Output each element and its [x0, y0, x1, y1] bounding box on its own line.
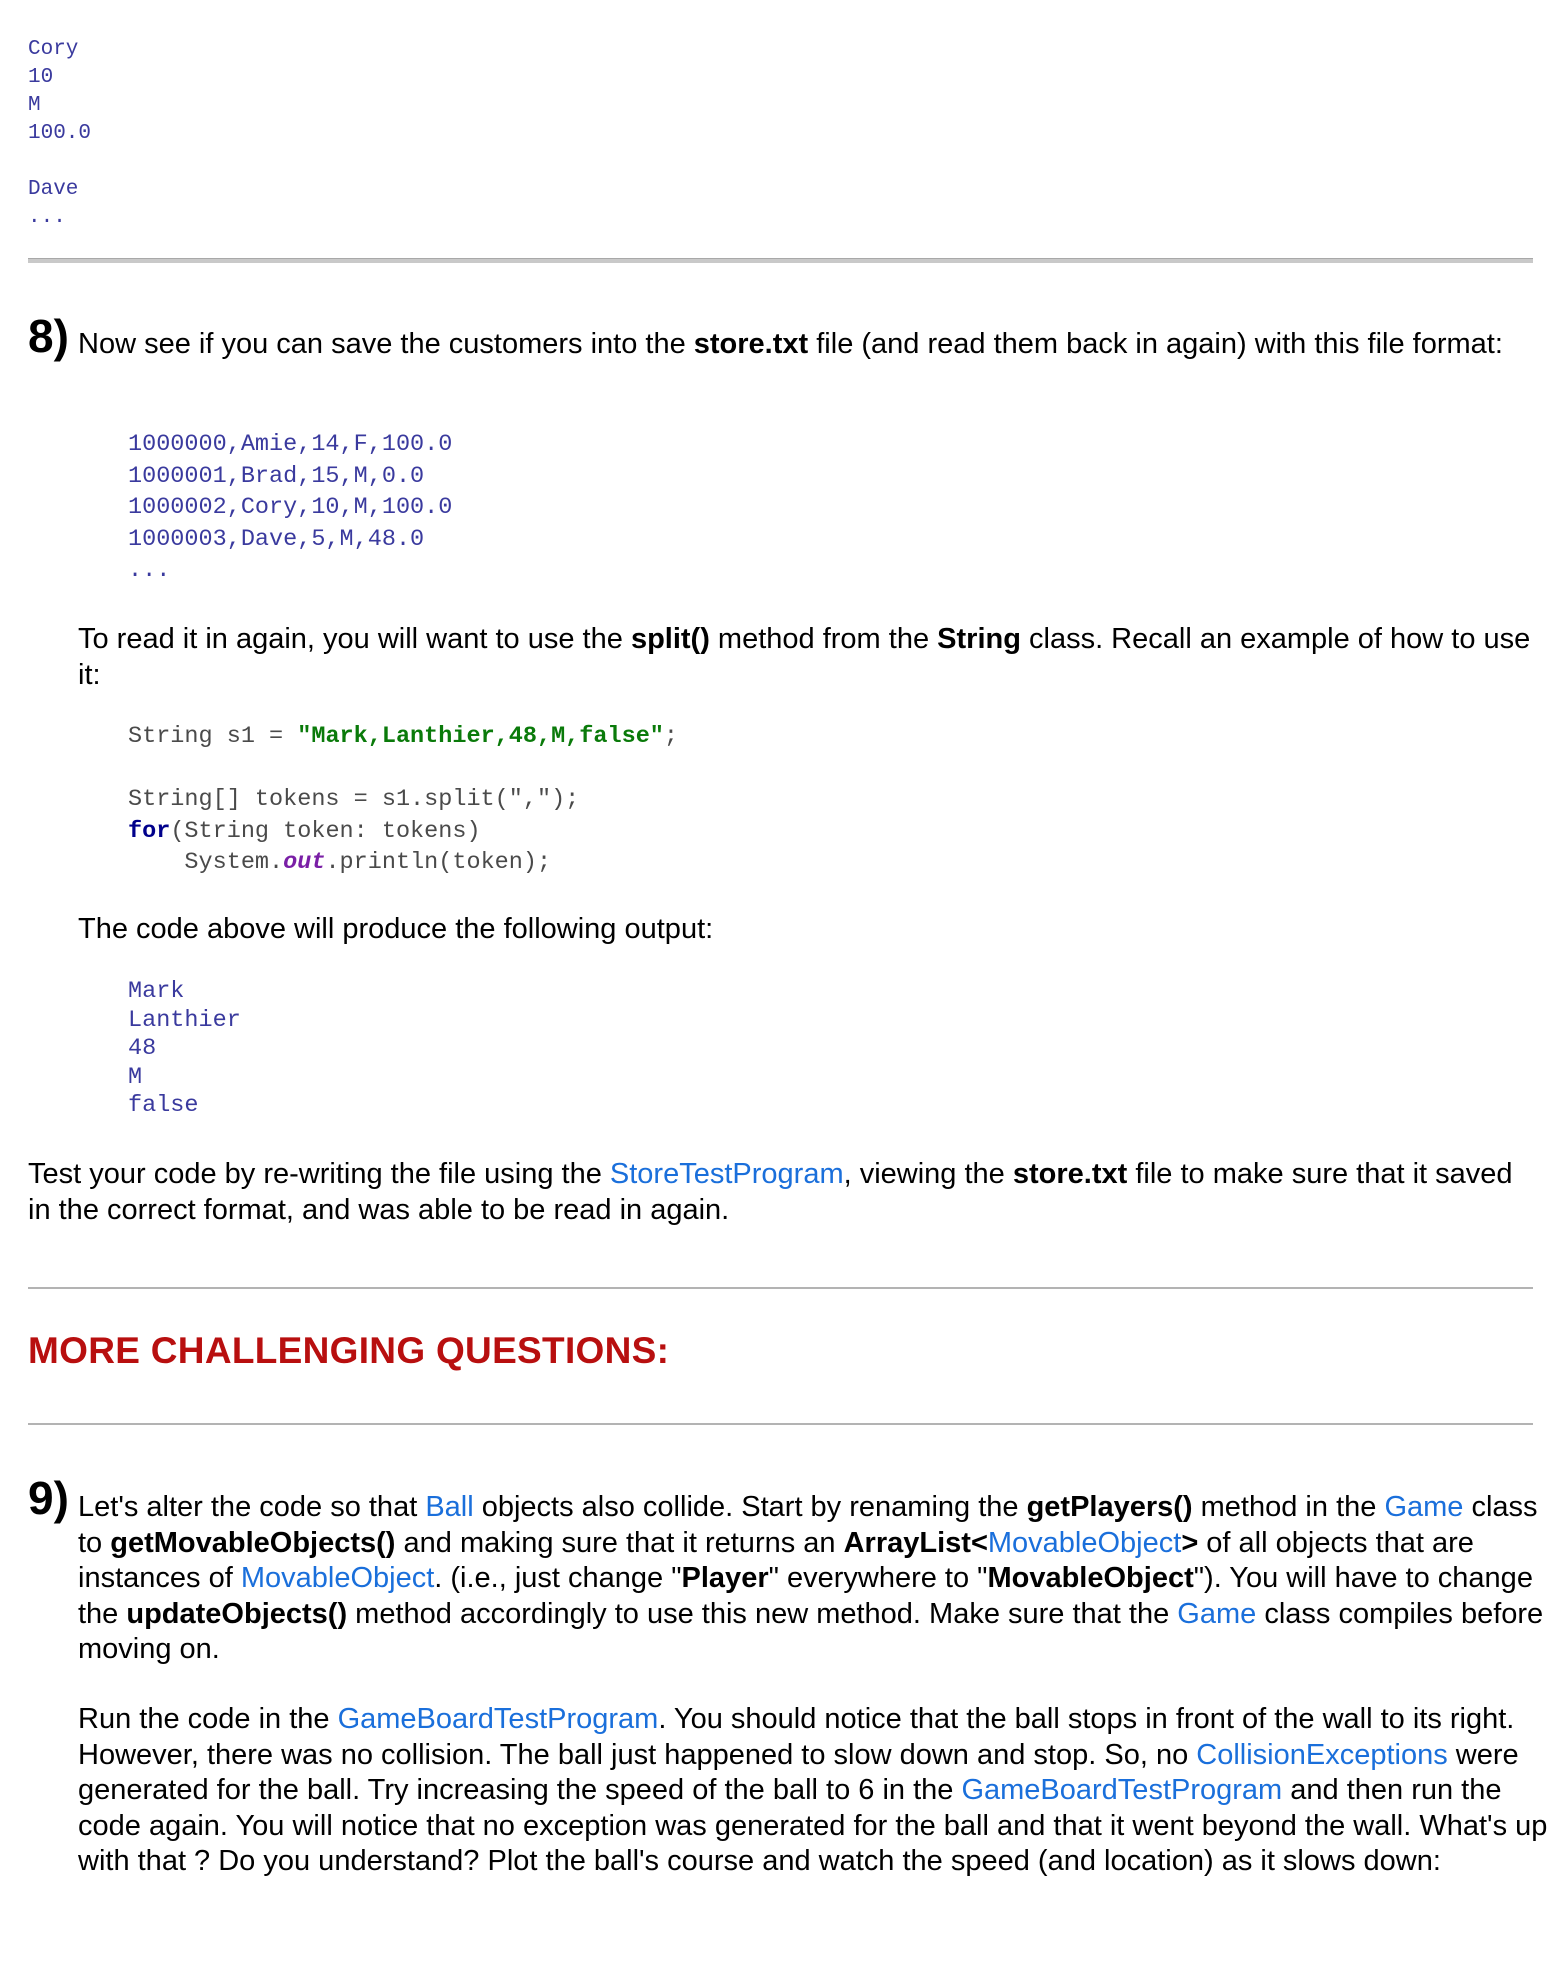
code-line: M: [28, 94, 41, 117]
code-line: [128, 753, 678, 785]
code-line: false: [128, 1092, 199, 1119]
code-line: 1000002,Cory,10,M,100.0: [128, 494, 453, 521]
output-intro: The code above will produce the following output:: [78, 913, 714, 945]
code-line: Mark: [128, 978, 185, 1005]
code-line: 100.0: [28, 122, 92, 145]
divider: [28, 1287, 1533, 1289]
code-line: ...: [28, 206, 66, 229]
output-code: [128, 978, 241, 1121]
code-line: 1000001,Brad,15,M,0.0: [128, 462, 425, 490]
question-9-para-1: Let's alter the code so that Ball objects also collide. Start by renaming the getPlayers() method in the Game class to getMovableObjects() and making sure that it returns an ArrayList<MovableObject> of all objects that are instances of MovableObject. (i.e., just change "Player" everywhere to "MovableObject"). You will have to change the updateObjects() method accordingly to use this new method. Make sure that the Game class compiles before moving on.: [78, 1491, 1544, 1665]
test-instructions: Test your code by re-writing the file using the StoreTestProgram, viewing the store.txt file to make sure that it saved in the correct format, and was able to be read in again.: [28, 1158, 1513, 1226]
split-example-code: [128, 721, 678, 879]
code-line: for(String token: tokens): [128, 817, 481, 845]
code-line: [28, 148, 91, 176]
top-code-block: [28, 36, 91, 232]
code-line: 1000000,Amie,14,F,100.0: [128, 431, 453, 458]
code-line: 48: [128, 1035, 157, 1062]
section-heading: MORE CHALLENGING QUESTIONS:: [28, 1330, 670, 1371]
question-9-para-2: Run the code in the GameBoardTestProgram. You should notice that the ball stops in front of the wall to its right. However, there was no collision. The ball just happened to slow down and stop. So, no CollisionExceptions were generated for the ball. Try increasing the speed of the ball to 6 in the GameBoardTestProgram and then run the code again. You will notice that no exception was generated for the ball and that it went beyond the wall. What's up with that ? Do you understand? Plot the ball's course and watch the speed (and location) as it slows down:: [78, 1703, 1548, 1877]
code-line: String s1 = "Mark,Lanthier,48,M,false";: [128, 723, 679, 750]
code-line: Cory: [28, 38, 79, 61]
divider: [28, 1423, 1533, 1425]
question-number: 9): [28, 1472, 69, 1524]
split-explanation: To read it in again, you will want to use the split() method from the String class. Recall an example of how to use it:: [78, 623, 1531, 691]
code-line: String[] tokens = s1.split(",");: [128, 786, 580, 813]
question-number: 8): [28, 310, 69, 362]
code-line: 10: [28, 66, 54, 89]
code-line: System.out.println(token);: [128, 849, 552, 876]
code-line: M: [128, 1063, 143, 1091]
code-line: 1000003,Dave,5,M,48.0: [128, 525, 425, 553]
divider: [28, 258, 1533, 263]
file-format-code: [128, 429, 452, 587]
question-8-intro: Now see if you can save the customers into the store.txt file (and read them back in again) with this file format:: [78, 328, 1503, 360]
code-line: Lanthier: [128, 1006, 241, 1034]
code-line: Dave: [28, 178, 79, 201]
code-line: ...: [128, 557, 171, 584]
